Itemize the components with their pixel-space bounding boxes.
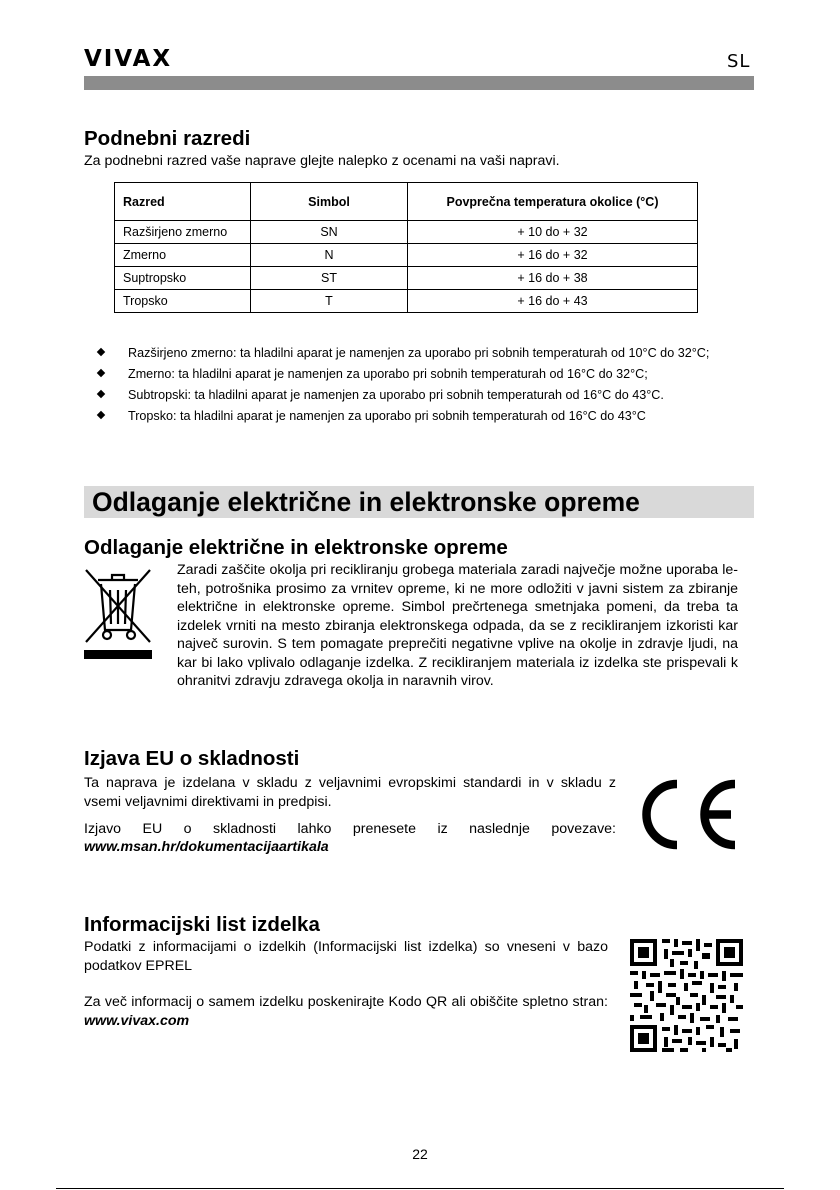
table-cell: + 16 do + 43	[408, 290, 698, 313]
section-heading-band	[84, 486, 754, 518]
climate-intro: Za podnebni razred vaše naprave glejte nalepko z ocenami na vaši napravi.	[84, 153, 560, 169]
table-header-cell: Simbol	[251, 183, 408, 221]
eu-title: Izjava EU o skladnosti	[84, 747, 300, 770]
footer-line	[56, 1188, 784, 1189]
table-header-cell: Povprečna temperatura okolice (°C)	[408, 183, 698, 221]
list-item: Tropsko: ta hladilni aparat je namenjen za uporabo pri sobnih temperaturah od 16°C do 43°C	[98, 409, 744, 424]
table-cell: Razširjeno zmerno	[115, 221, 251, 244]
table-cell: + 16 do + 32	[408, 244, 698, 267]
eu-link[interactable]: www.msan.hr/dokumentacijaartikala	[84, 839, 329, 855]
info-link[interactable]: www.vivax.com	[84, 1012, 190, 1029]
table-cell: SN	[251, 221, 408, 244]
eu-text: Ta naprava je izdelana v skladu z veljavnimi evropskimi standardi in v skladu z vsemi veljavnimi direktivami in predpisi.	[84, 775, 616, 810]
ce-mark-icon	[635, 777, 739, 852]
climate-title: Podnebni razredi	[84, 127, 251, 150]
section-heading: Odlaganje električne in elektronske opreme	[92, 487, 640, 517]
diamond-bullet-icon	[97, 411, 105, 419]
table-row	[115, 221, 698, 244]
table-row	[115, 244, 698, 267]
table-cell: Tropsko	[115, 290, 251, 313]
list-item: Zmerno: ta hladilni aparat je namenjen za uporabo pri sobnih temperaturah od 16°C do 32°C;	[98, 367, 744, 382]
table-row	[115, 267, 698, 290]
page-number: 22	[412, 1146, 428, 1162]
diamond-bullet-icon	[97, 390, 105, 398]
list-item: Razširjeno zmerno: ta hladilni aparat je namenjen za uporabo pri sobnih temperaturah od 10°C do 32°C;	[98, 346, 744, 361]
climate-table	[114, 182, 698, 313]
eu-download-text: Izjavo EU o skladnosti lahko prenesete iz naslednje povezave:	[84, 821, 616, 837]
info-text: Podatki z informacijami o izdelkih (Informacijski list izdelka) so vneseni v bazo podatkov EPREL	[84, 939, 608, 974]
table-cell: N	[251, 244, 408, 267]
brand-logo: VIVAX	[84, 46, 173, 72]
diamond-bullet-icon	[97, 348, 105, 356]
header-bar	[84, 76, 754, 90]
disposal-text: Zaradi zaščite okolja pri recikliranju grobega materiala zaradi največje možne uporaba le-teh, potrošnika prosimo za vrnitev opreme, ki ne more odložiti v javni sistem za zbiranje električne in elektronske opreme. Simbol prečrtenega smetnjaka pomeni, da treba ta izdelek vrniti na mesto zbiranja elektronskega odpada, da se z recikliranjem izkoristi kar največ surovin. S tem pomagate preprečiti negativne vplive na okolje in zdravje ljudi, na kar bi lako vplivalo odlaganje izdelka. Z recikliranjem materiala iz izdelka ste prispevali k ohranitvi zdravju zdravega okolja in naravnih virov.	[177, 562, 738, 689]
table-header-row	[115, 183, 698, 221]
table-cell: + 10 do + 32	[408, 221, 698, 244]
table-cell: Zmerno	[115, 244, 251, 267]
list-item: Subtropski: ta hladilni aparat je namenjen za uporabo pri sobnih temperaturah od 16°C do 43°C.	[98, 388, 744, 403]
table-header-cell: Razred	[115, 183, 251, 221]
qr-code-icon[interactable]	[630, 939, 743, 1052]
table-cell: ST	[251, 267, 408, 290]
info-title: Informacijski list izdelka	[84, 913, 320, 936]
table-cell: Suptropsko	[115, 267, 251, 290]
climate-bullet-list	[98, 346, 744, 430]
table-cell: + 16 do + 38	[408, 267, 698, 290]
table-row	[115, 290, 698, 313]
diamond-bullet-icon	[97, 369, 105, 377]
language-code: SL	[727, 51, 751, 72]
table-cell: T	[251, 290, 408, 313]
info-qr-text: Za več informacij o samem izdelku poskenirajte Kodo QR ali obiščite spletno stran: www.vivax.com	[84, 994, 608, 1029]
disposal-title: Odlaganje električne in elektronske opreme	[84, 536, 508, 559]
